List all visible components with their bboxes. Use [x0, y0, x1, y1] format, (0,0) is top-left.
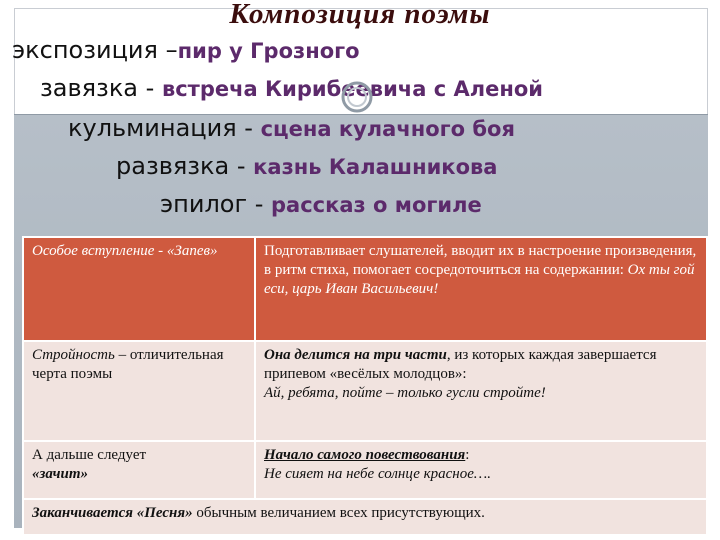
composition-table	[22, 236, 708, 536]
table-cell-parts	[255, 341, 707, 441]
term-value: сцена кулачного боя	[260, 117, 515, 141]
term-dash: -	[229, 152, 254, 180]
table-cell-intro: Особое вступление - «Запев»	[23, 237, 255, 341]
table-row	[23, 499, 707, 535]
intro-description: Подготавливает слушателей, вводит их в настроение произведения, в ритм стиха, помогает сосредоточиться на содержании:	[264, 243, 697, 278]
intro-quote: Ох ты гой еси, царь Иван Васильевич!	[264, 262, 695, 297]
composition-line-epilogue	[160, 190, 482, 218]
table-cell-narrative	[255, 441, 707, 499]
term-label: завязка	[40, 74, 139, 102]
term-dash: –	[157, 36, 178, 64]
table-cell-ending	[23, 499, 707, 535]
table-row	[23, 441, 707, 499]
table-cell-intro-desc	[255, 237, 707, 341]
table-cell-zachin	[23, 441, 255, 499]
table-cell-harmony	[23, 341, 255, 441]
term-label: экспозиция	[12, 36, 158, 64]
narrative-lead: Начало самого повествования	[264, 447, 466, 463]
term-label: кульминация	[68, 114, 237, 142]
slide-title: Композиция поэмы	[229, 0, 491, 30]
composition-line-denouement	[116, 152, 497, 180]
parts-quote: Ай, ребята, пойте – только гусли стройте!	[264, 385, 546, 401]
parts-desc: , из которых каждая завершается припевом «весёлых молодцов»:	[264, 347, 657, 382]
composition-line-plot	[40, 74, 543, 102]
composition-line-exposition	[12, 36, 360, 64]
left-margin-stripe	[0, 114, 14, 528]
term-value: казнь Калашникова	[253, 155, 498, 179]
zachin-lead: А дальше следует	[32, 447, 147, 463]
zachin-term: «зачит»	[32, 466, 89, 482]
term-dash: -	[247, 190, 272, 218]
term-label: эпилог	[160, 190, 248, 218]
harmony-desc: – отличительная черта поэмы	[32, 347, 224, 382]
term-value: рассказ о могиле	[271, 193, 482, 217]
term-dash: -	[138, 74, 162, 102]
composition-line-climax	[68, 114, 515, 142]
ending-lead: Заканчивается «Песня»	[32, 505, 193, 521]
narrative-quote: Не сияет на небе солнце красное….	[264, 466, 491, 482]
term-value: пир у Грозного	[177, 39, 360, 63]
term-dash: -	[236, 114, 261, 142]
table-row	[23, 341, 707, 441]
harmony-term: Стройность	[32, 347, 115, 363]
parts-lead: Она делится на три части	[264, 347, 447, 363]
ending-desc: обычным величанием всех присутствующих.	[192, 505, 485, 521]
term-label: развязка	[116, 152, 230, 180]
table-row	[23, 237, 707, 341]
narrative-colon: :	[465, 447, 470, 463]
circle-logo-icon	[340, 80, 374, 114]
term-value: встреча Кирибеевича с Аленой	[161, 77, 543, 101]
